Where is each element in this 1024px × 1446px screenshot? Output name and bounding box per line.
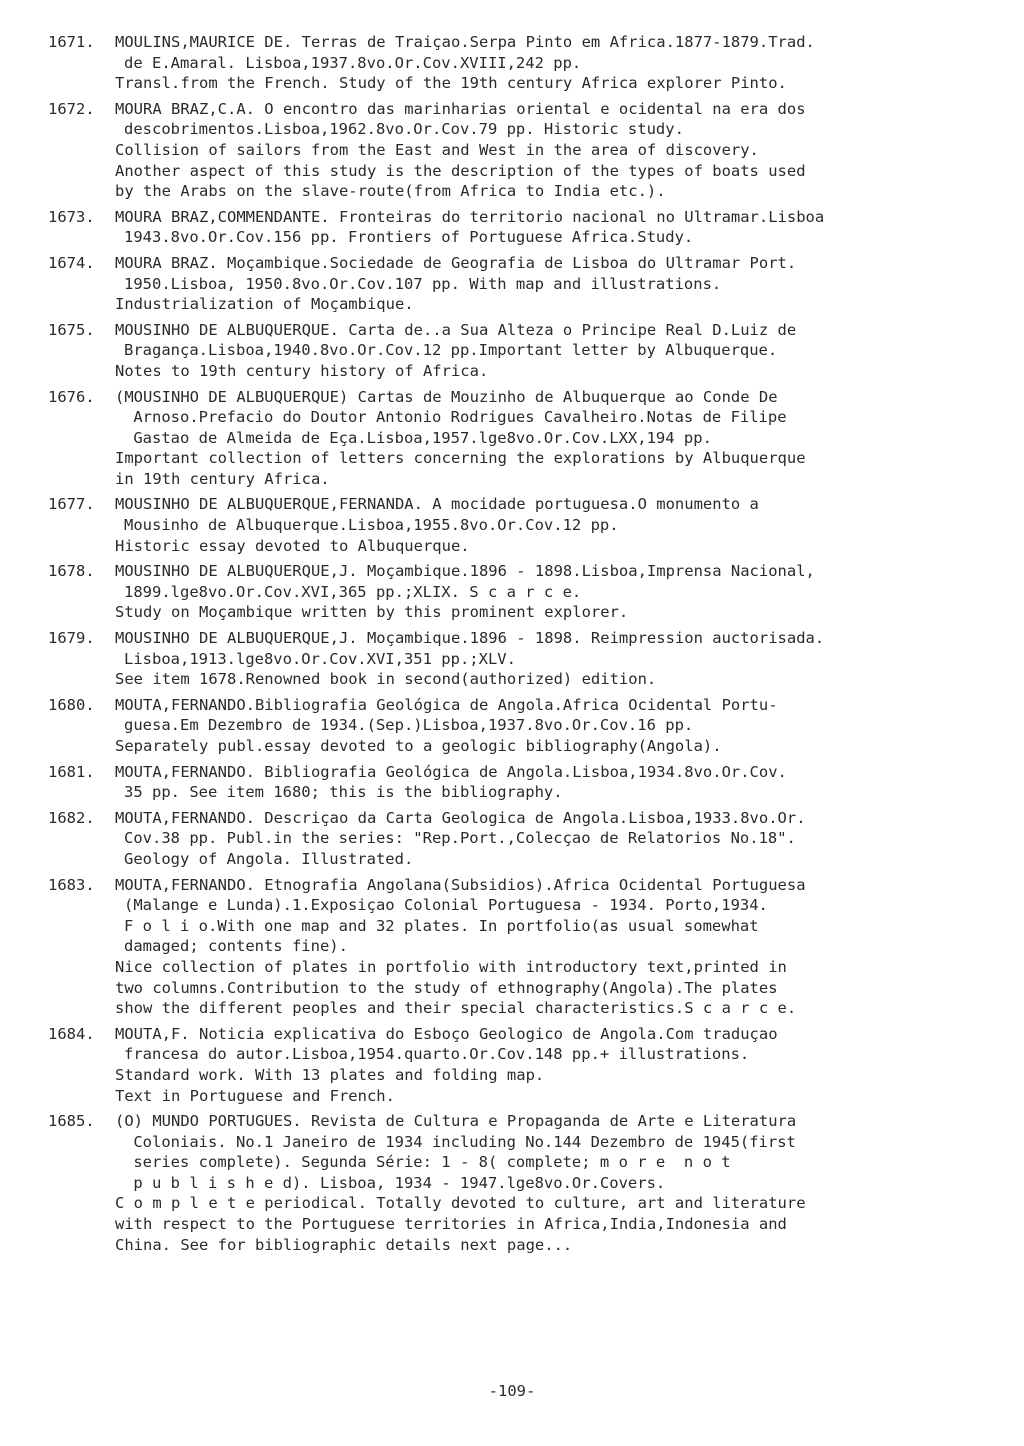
entry-text [115,875,978,1019]
entry-number: 1674. [48,253,95,272]
entry-line: show the different peoples and their special characteristics.S c a r c e. [115,999,797,1018]
entry-line: Important collection of letters concerning the explorations by Albuquerque [115,449,806,468]
entry-line: China. See for bibliographic details next page... [115,1235,573,1254]
entry-line: guesa.Em Dezembro de 1934.(Sep.)Lisboa,1937.8vo.Or.Cov.16 pp. [124,716,694,735]
entry-line: 35 pp. See item 1680; this is the bibliography. [124,783,563,802]
entry-line: damaged; contents fine). [124,937,348,956]
bibliography-entry [48,387,978,490]
page-number: -109- [488,1382,536,1400]
entry-text [115,628,978,690]
entry-text [115,494,978,556]
entry-line: MOUSINHO DE ALBUQUERQUE. Carta de..a Sua Alteza o Principe Real D.Luiz de [115,320,797,339]
entry-line: MOUSINHO DE ALBUQUERQUE,FERNANDA. A mocidade portuguesa.O monumento a [115,495,759,514]
entry-number: 1683. [48,875,95,894]
bibliography-entry [48,762,978,803]
bibliography-entry [48,32,978,94]
entry-number: 1682. [48,808,95,827]
entry-number: 1678. [48,562,95,581]
entry-line: Arnoso.Prefacio do Doutor Antonio Rodrigues Cavalheiro.Notas de Filipe [124,408,787,427]
entry-number: 1679. [48,629,95,648]
entry-line: two columns.Contribution to the study of ethnography(Angola).The plates [115,978,778,997]
entry-line: MOUSINHO DE ALBUQUERQUE,J. Moçambique.1896 - 1898.Lisboa,Imprensa Nacional, [115,562,815,581]
entry-text [115,207,978,248]
entry-text [115,1024,978,1106]
entry-number: 1680. [48,695,95,714]
entry-line: Study on Moçambique written by this prominent explorer. [115,603,629,622]
entry-text [115,561,978,623]
bibliography-entry [48,207,978,248]
entry-line: Gastao de Almeida de Eça.Lisboa,1957.lge8vo.Or.Cov.LXX,194 pp. [124,428,712,447]
bibliography-entry [48,695,978,757]
entry-line: Transl.from the French. Study of the 19th century Africa explorer Pinto. [115,74,787,93]
entry-line: (O) MUNDO PORTUGUES. Revista de Cultura e Propaganda de Arte e Literatura [115,1112,797,1131]
entry-number: 1684. [48,1024,95,1043]
entry-number: 1673. [48,207,95,226]
entry-line: F o l i o.With one map and 32 plates. In portfolio(as usual somewhat [124,916,759,935]
bibliography-entry [48,1111,978,1255]
entry-text [115,320,978,382]
entry-line: Industrialization of Moçambique. [115,295,414,314]
bibliography-entry [48,320,978,382]
entry-text [115,695,978,757]
entry-text [115,387,978,490]
bibliography-entry [48,808,978,870]
bibliography-entries [48,32,978,1260]
entry-line: descobrimentos.Lisboa,1962.8vo.Or.Cov.79 pp. Historic study. [124,120,684,139]
bibliography-entry [48,494,978,556]
entry-line: in 19th century Africa. [115,469,330,488]
entry-line: Historic essay devoted to Albuquerque. [115,536,470,555]
entry-line: francesa do autor.Lisboa,1954.quarto.Or.Cov.148 pp.+ illustrations. [124,1045,750,1064]
entry-text [115,1111,978,1255]
entry-line: de E.Amaral. Lisboa,1937.8vo.Or.Cov.XVIII,242 pp. [124,53,582,72]
entry-line: MOURA BRAZ. Moçambique.Sociedade de Geografia de Lisboa do Ultramar Port. [115,253,797,272]
entry-line: MOURA BRAZ,COMMENDANTE. Fronteiras do territorio nacional no Ultramar.Lisboa [115,207,825,226]
entry-text [115,99,978,202]
entry-text [115,253,978,315]
entry-number: 1671. [48,33,95,51]
bibliography-entry [48,1024,978,1106]
bibliography-entry [48,561,978,623]
entry-line: MOUTA,F. Noticia explicativa do Esboço Geologico de Angola.Com traduçao [115,1024,778,1043]
entry-line: Lisboa,1913.lge8vo.Or.Cov.XVI,351 pp.;XLV. [124,649,516,668]
bibliography-entry [48,253,978,315]
entry-line: (MOUSINHO DE ALBUQUERQUE) Cartas de Mouzinho de Albuquerque ao Conde De [115,387,778,406]
bibliography-entry [48,99,978,202]
entry-line: p u b l i s h e d). Lisboa, 1934 - 1947.lge8vo.Or.Covers. [124,1173,666,1192]
entry-line: 1943.8vo.Or.Cov.156 pp. Frontiers of Portuguese Africa.Study. [124,228,694,247]
entry-line: MOUTA,FERNANDO. Etnografia Angolana(Subsidios).Africa Ocidental Portuguesa [115,875,806,894]
entry-number: 1676. [48,387,95,406]
entry-number: 1672. [48,99,95,118]
entry-line: 1950.Lisboa, 1950.8vo.Or.Cov.107 pp. With map and illustrations. [124,274,722,293]
entry-number: 1675. [48,320,95,339]
entry-line: Mousinho de Albuquerque.Lisboa,1955.8vo.Or.Cov.12 pp. [124,516,619,535]
entry-line: Another aspect of this study is the description of the types of boats used [115,161,806,180]
entry-number: 1685. [48,1112,95,1131]
entry-line: MOULINS,MAURICE DE. Terras de Traiçao.Serpa Pinto em Africa.1877-1879.Trad. [115,33,815,51]
entry-line: C o m p l e t e periodical. Totally devoted to culture, art and literature [115,1194,806,1213]
entry-line: Geology of Angola. Illustrated. [124,849,414,868]
entry-line: MOURA BRAZ,C.A. O encontro das marinharias oriental e ocidental na era dos [115,99,806,118]
entry-line: Cov.38 pp. Publ.in the series: "Rep.Port.,Colecçao de Relatorios No.18". [124,829,796,848]
entry-line: Coloniais. No.1 Janeiro de 1934 including No.144 Dezembro de 1945(first [124,1132,796,1151]
entry-line: Collision of sailors from the East and West in the area of discovery. [115,140,759,159]
entry-line: MOUSINHO DE ALBUQUERQUE,J. Moçambique.1896 - 1898. Reimpression auctorisada. [115,629,825,648]
entry-line: by the Arabs on the slave-route(from Africa to India etc.). [115,182,666,201]
entry-line: series complete). Segunda Série: 1 - 8( complete; m o r e n o t [124,1153,731,1172]
entry-line: 1899.lge8vo.Or.Cov.XVI,365 pp.;XLIX. S c a r c e. [124,582,582,601]
entry-text [115,762,978,803]
entry-line: (Malange e Lunda).1.Exposiçao Colonial Portuguesa - 1934. Porto,1934. [124,896,768,915]
bibliography-entry [48,628,978,690]
entry-line: with respect to the Portuguese territories in Africa,India,Indonesia and [115,1215,787,1234]
entry-line: MOUTA,FERNANDO. Bibliografia Geológica de Angola.Lisboa,1934.8vo.Or.Cov. [115,762,787,781]
entry-text [115,808,978,870]
entry-line: Nice collection of plates in portfolio with introductory text,printed in [115,957,787,976]
bibliography-entry [48,875,978,1019]
entry-line: MOUTA,FERNANDO. Descriçao da Carta Geologica de Angola.Lisboa,1933.8vo.Or. [115,808,806,827]
entry-line: Text in Portuguese and French. [115,1086,395,1105]
entry-text [115,32,978,94]
entry-line: Notes to 19th century history of Africa. [115,361,489,380]
entry-number: 1681. [48,762,95,781]
entry-line: Standard work. With 13 plates and folding map. [115,1065,545,1084]
entry-line: MOUTA,FERNANDO.Bibliografia Geológica de Angola.Africa Ocidental Portu- [115,695,778,714]
entry-line: See item 1678.Renowned book in second(authorized) edition. [115,670,657,689]
entry-line: Separately publ.essay devoted to a geologic bibliography(Angola). [115,737,722,755]
entry-number: 1677. [48,495,95,514]
entry-line: Bragança.Lisboa,1940.8vo.Or.Cov.12 pp.Important letter by Albuquerque. [124,341,778,360]
